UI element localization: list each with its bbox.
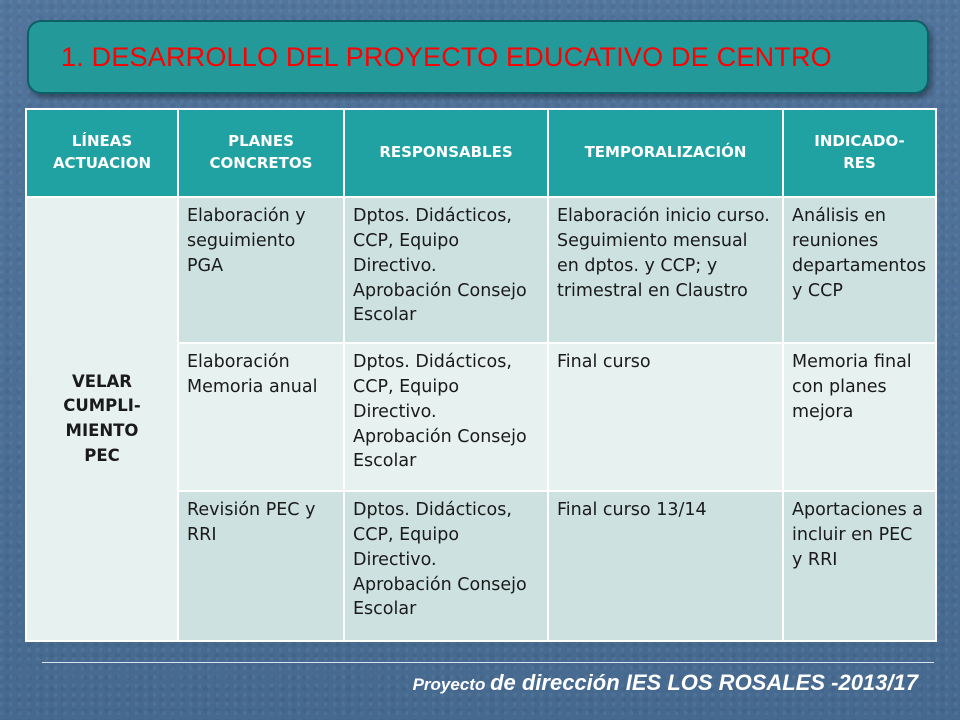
line-text: CUMPLI- (63, 396, 141, 416)
header-text: RES (843, 154, 876, 172)
header-text: LÍNEAS (71, 132, 133, 151)
indicadores-cell: Aportaciones a incluir en PEC y RRI (783, 491, 936, 641)
header-lineas-actuacion (26, 109, 178, 197)
table-header-row (26, 109, 936, 197)
plan-cell: Elaboración Memoria anual (178, 343, 344, 491)
indicadores-cell: Memoria final con planes mejora (783, 343, 936, 491)
footer-project-name: de dirección IES LOS ROSALES -2013/17 (490, 670, 918, 695)
temporalizacion-cell: Elaboración inicio curso. Seguimiento mensual en dptos. y CCP; y trimestral en Claustro (548, 197, 783, 343)
plan-cell: Revisión PEC y RRI (178, 491, 344, 641)
footer-prefix: Proyecto (412, 675, 491, 694)
table-row (26, 197, 936, 343)
header-temporalizacion (548, 109, 783, 197)
temporalizacion-cell: Final curso (548, 343, 783, 491)
slide-footer (413, 670, 918, 696)
header-text: RESPONSABLES (379, 143, 513, 162)
header-responsables (344, 109, 548, 197)
header-text: PLANES (228, 132, 294, 151)
footer-divider (42, 662, 934, 663)
responsables-cell: Dptos. Didácticos, CCP, Equipo Directivo. Aprobación Consejo Escolar (344, 343, 548, 491)
header-indicadores (783, 109, 936, 197)
temporalizacion-cell: Final curso 13/14 (548, 491, 783, 641)
line-of-action-cell (26, 197, 178, 641)
header-text: ACTUACION (52, 154, 152, 172)
header-text: TEMPORALIZACIÓN (584, 143, 747, 162)
indicadores-cell: Análisis en reuniones departamentos y CCP (783, 197, 936, 343)
slide-title-box (27, 20, 929, 94)
responsables-cell: Dptos. Didácticos, CCP, Equipo Directivo. Aprobación Consejo Escolar (344, 491, 548, 641)
line-text: VELAR (71, 371, 133, 391)
header-planes-concretos (178, 109, 344, 197)
responsables-cell: Dptos. Didácticos, CCP, Equipo Directivo. Aprobación Consejo Escolar (344, 197, 548, 343)
line-text: PEC (84, 445, 120, 465)
header-text: CONCRETOS (209, 154, 313, 172)
header-text: INDICADO- (814, 132, 905, 151)
line-text: MIENTO (65, 421, 139, 440)
action-plan-table (25, 108, 937, 642)
slide-title: 1. DESARROLLO DEL PROYECTO EDUCATIVO DE CENTRO (61, 41, 832, 72)
plan-cell: Elaboración y seguimiento PGA (178, 197, 344, 343)
